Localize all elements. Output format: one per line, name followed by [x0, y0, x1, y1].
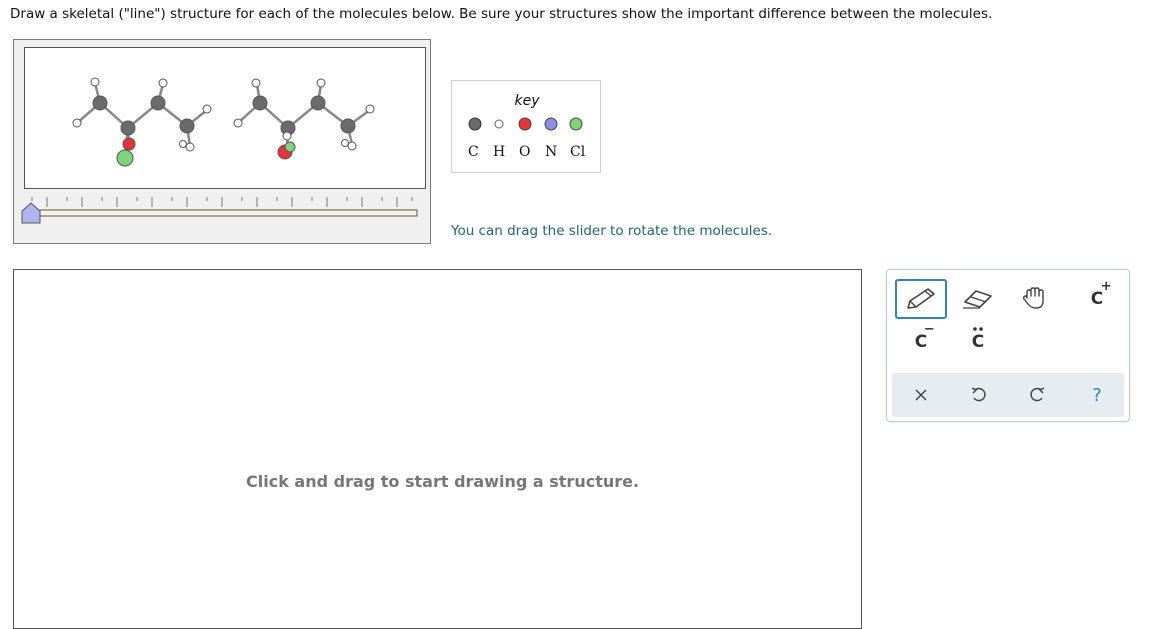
molecule-canvas	[24, 47, 426, 189]
help-icon: ?	[1092, 384, 1102, 406]
key-color-dots	[452, 115, 602, 135]
carbanion-icon: C −	[914, 322, 935, 352]
positive-charge-button[interactable]	[1073, 279, 1121, 319]
action-bar	[892, 373, 1124, 417]
key-title: key	[514, 93, 540, 109]
rotation-slider[interactable]	[19, 193, 424, 233]
redo-icon	[1028, 386, 1046, 404]
undo-icon	[970, 386, 988, 404]
drawing-canvas[interactable]	[13, 269, 862, 629]
question-text: Draw a skeletal ("line") structure for each of the molecules below. Be sure your structures show the important difference between the molecules.	[10, 6, 993, 22]
drawing-placeholder: Click and drag to start drawing a structure.	[246, 472, 640, 491]
hand-tool-button[interactable]	[1012, 279, 1060, 319]
close-icon	[914, 388, 928, 402]
lone-pair-dots	[972, 327, 984, 331]
slider-track[interactable]	[19, 193, 424, 233]
hydrogen-dot	[495, 120, 503, 128]
chlorine-dot	[570, 118, 582, 130]
redo-button[interactable]	[1013, 375, 1061, 415]
undo-button[interactable]	[955, 375, 1003, 415]
atom-color-key	[451, 80, 601, 173]
slider-hint: You can drag the slider to rotate the molecules.	[451, 223, 773, 239]
drawing-toolbar	[886, 269, 1130, 422]
eraser-tool-button[interactable]	[954, 279, 1002, 319]
molecule-models	[25, 48, 427, 190]
nitrogen-dot	[545, 118, 557, 130]
key-label-c: C	[468, 144, 479, 160]
slider-handle	[22, 203, 40, 223]
help-button[interactable]	[1073, 375, 1121, 415]
key-label-cl: Cl	[570, 144, 586, 160]
pencil-tool-button[interactable]	[895, 279, 947, 319]
carbon-dot	[469, 118, 481, 130]
molecule-viewer	[13, 39, 431, 244]
hand-icon	[1021, 286, 1051, 312]
oxygen-dot	[519, 118, 531, 130]
key-label-h: H	[493, 144, 506, 160]
lone-pair-icon: C	[972, 332, 984, 352]
eraser-icon	[961, 287, 995, 311]
lone-pair-button[interactable]	[954, 322, 1002, 362]
key-label-o: O	[519, 144, 531, 160]
carbocation-icon: C +	[1090, 279, 1112, 309]
negative-charge-button[interactable]	[895, 322, 947, 362]
key-label-n: N	[545, 144, 558, 160]
clear-button[interactable]	[897, 375, 945, 415]
pencil-icon	[904, 286, 938, 312]
